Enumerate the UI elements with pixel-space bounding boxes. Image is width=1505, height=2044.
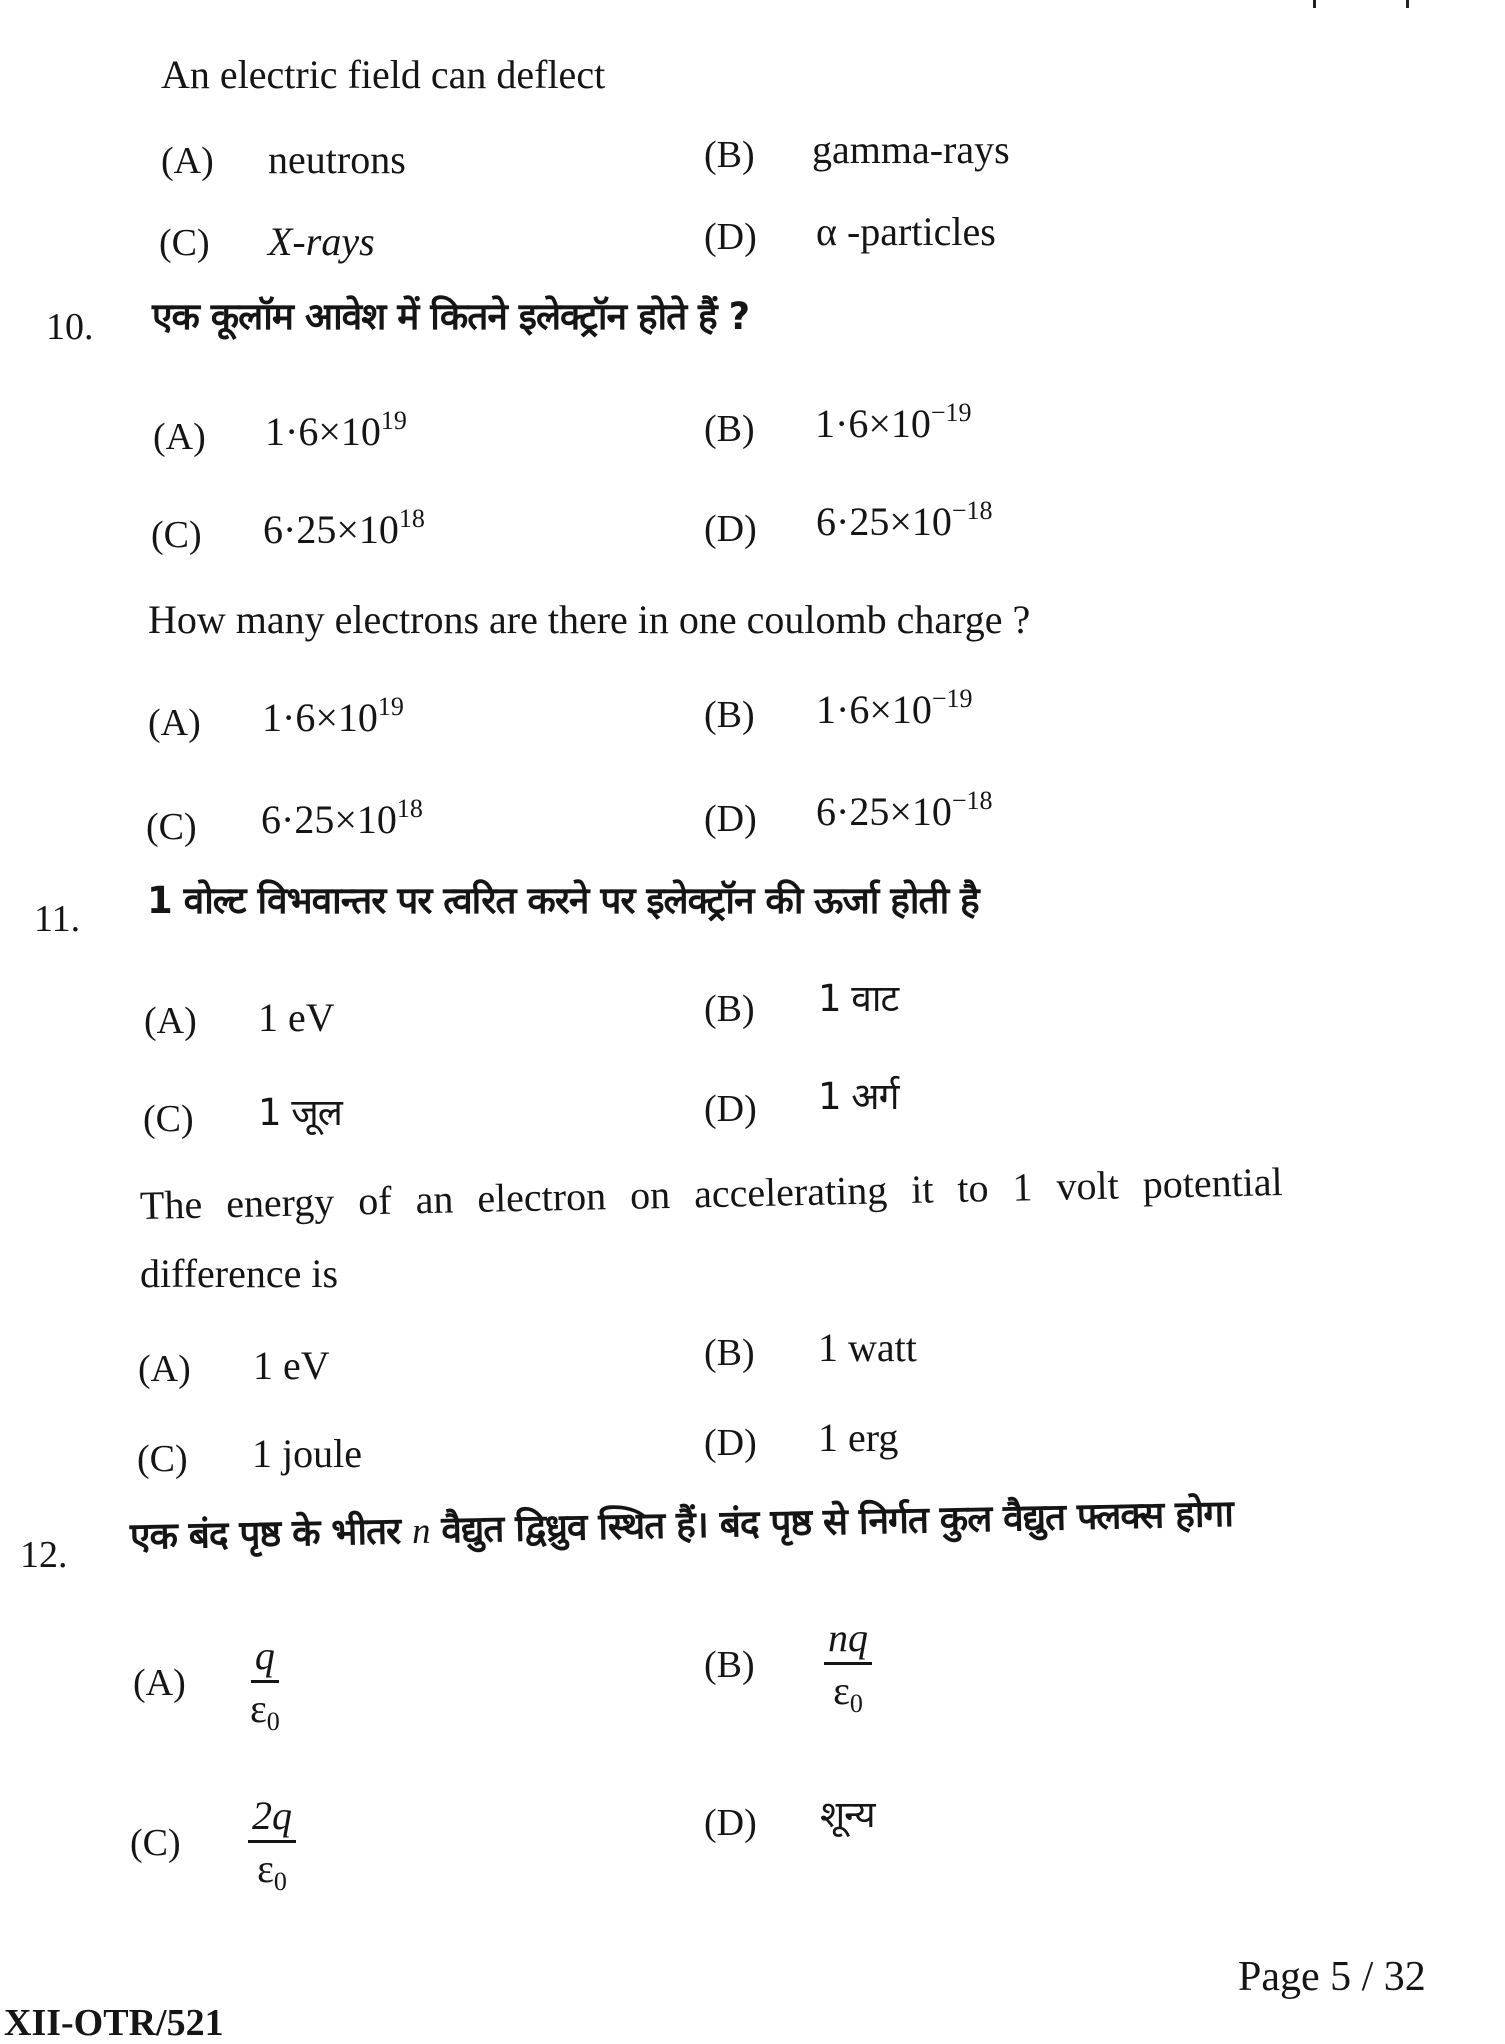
q11-en-option-a-value: 1 eV: [253, 1343, 330, 1388]
q10-en-option-c-label: (C): [146, 806, 197, 848]
q11-hi-option-b-value: 1 वाट: [818, 977, 899, 1020]
q10-text-english: How many electrons are there in one coulomb charge ?: [148, 597, 1031, 642]
q11-en-option-c-label: (C): [137, 1438, 188, 1480]
q12-number: 12.: [20, 1534, 68, 1576]
q9-option-a-value: neutrons: [268, 137, 406, 182]
q11-text-english-line1: The energy of an electron on accelerating it to 1 volt potential: [139, 1159, 1284, 1228]
q11-en-option-a-label: (A): [138, 1348, 191, 1390]
q12-option-a-fraction: $\frac{q}{\varepsilon_0}$: [250, 1633, 280, 1736]
q9-option-c-value: X-rays: [268, 219, 375, 264]
q11-en-option-d-value: 1 erg: [818, 1415, 899, 1460]
q10-hi-option-c-label: (C): [151, 514, 202, 556]
page-marker-bracket: [1313, 0, 1409, 8]
q10-hi-option-d-label: (D): [704, 508, 757, 550]
q9-option-a-label: (A): [161, 140, 214, 182]
q10-hi-option-d-value: $6\cdot 25\times 10^{-18}$: [816, 496, 993, 544]
q10-en-option-d-label: (D): [704, 798, 757, 840]
q11-hi-option-c-label: (C): [143, 1098, 194, 1140]
q10-en-option-d-value: $6\cdot 25\times 10^{-18}$: [816, 786, 993, 834]
q12-option-c-label: (C): [130, 1822, 181, 1864]
page-number: Page 5 / 32: [1238, 1954, 1426, 2000]
q9-option-b-label: (B): [704, 134, 755, 176]
q11-en-option-b-value: 1 watt: [818, 1325, 917, 1370]
q11-hi-option-d-label: (D): [704, 1088, 757, 1130]
q11-hi-option-d-value: 1 अर्ग: [818, 1075, 899, 1118]
q10-hi-option-a-label: (A): [153, 416, 206, 458]
q10-hi-option-b-value: $1\cdot 6\times 10^{-19}$: [815, 398, 972, 446]
q11-en-option-b-label: (B): [704, 1332, 755, 1374]
q11-en-option-c-value: 1 joule: [252, 1431, 362, 1476]
q12-option-d-value: शून्य: [820, 1793, 875, 1836]
q10-hi-option-b-label: (B): [704, 408, 755, 450]
q11-en-option-d-label: (D): [704, 1422, 757, 1464]
q10-en-option-a-label: (A): [148, 702, 201, 744]
q11-text-english-line2: difference is: [140, 1251, 339, 1296]
q11-number: 11.: [34, 898, 81, 940]
q10-number: 10.: [46, 306, 94, 348]
q10-en-option-b-label: (B): [704, 694, 755, 736]
paper-code: XII-OTR/521: [4, 2002, 224, 2044]
q12-option-c-fraction: $\frac{2q}{\varepsilon_0}$: [248, 1796, 296, 1895]
q9-text: An electric field can deflect: [161, 52, 606, 97]
q11-hi-option-b-label: (B): [704, 988, 755, 1030]
q9-option-b-value: gamma-rays: [812, 127, 1010, 172]
q12-option-b-fraction: $\frac{nq}{\varepsilon_0}$: [824, 1618, 872, 1717]
q9-option-c-label: (C): [159, 222, 210, 264]
q12-text-hindi: एक बंद पृष्ठ के भीतर n वैद्युत द्विध्रुव स्थित हैं। बंद पृष्ठ से निर्गत कुल वैद्युत फ्लक्स होगा: [129, 1491, 1234, 1558]
q10-hi-option-a-value: $1\cdot 6\times 10^{19}$: [265, 406, 407, 454]
q10-en-option-b-value: $1\cdot 6\times 10^{-19}$: [816, 684, 973, 732]
q12-option-d-label: (D): [704, 1802, 757, 1844]
q12-option-b-label: (B): [704, 1644, 755, 1686]
q10-en-option-a-value: $1\cdot 6\times 10^{19}$: [262, 692, 404, 740]
q11-hi-option-a-value: 1 eV: [258, 995, 335, 1040]
q10-en-option-c-value: $6\cdot 25\times 10^{18}$: [261, 794, 423, 842]
q11-text-hindi: 1 वोल्ट विभवान्तर पर त्वरित करने पर इलेक्ट्रॉन की ऊर्जा होती है: [147, 879, 979, 922]
q9-option-d-label: (D): [704, 216, 757, 258]
q11-hi-option-a-label: (A): [144, 1000, 197, 1042]
q11-hi-option-c-value: 1 जूल: [258, 1091, 342, 1134]
q12-option-a-label: (A): [133, 1662, 186, 1704]
q10-hi-option-c-value: $6\cdot 25\times 10^{18}$: [263, 504, 425, 552]
q10-text-hindi: एक कूलॉम आवेश में कितने इलेक्ट्रॉन होते हैं ?: [152, 295, 750, 338]
q9-option-d-value: α -particles: [816, 209, 996, 254]
q12-variable-n: n: [411, 1510, 430, 1553]
